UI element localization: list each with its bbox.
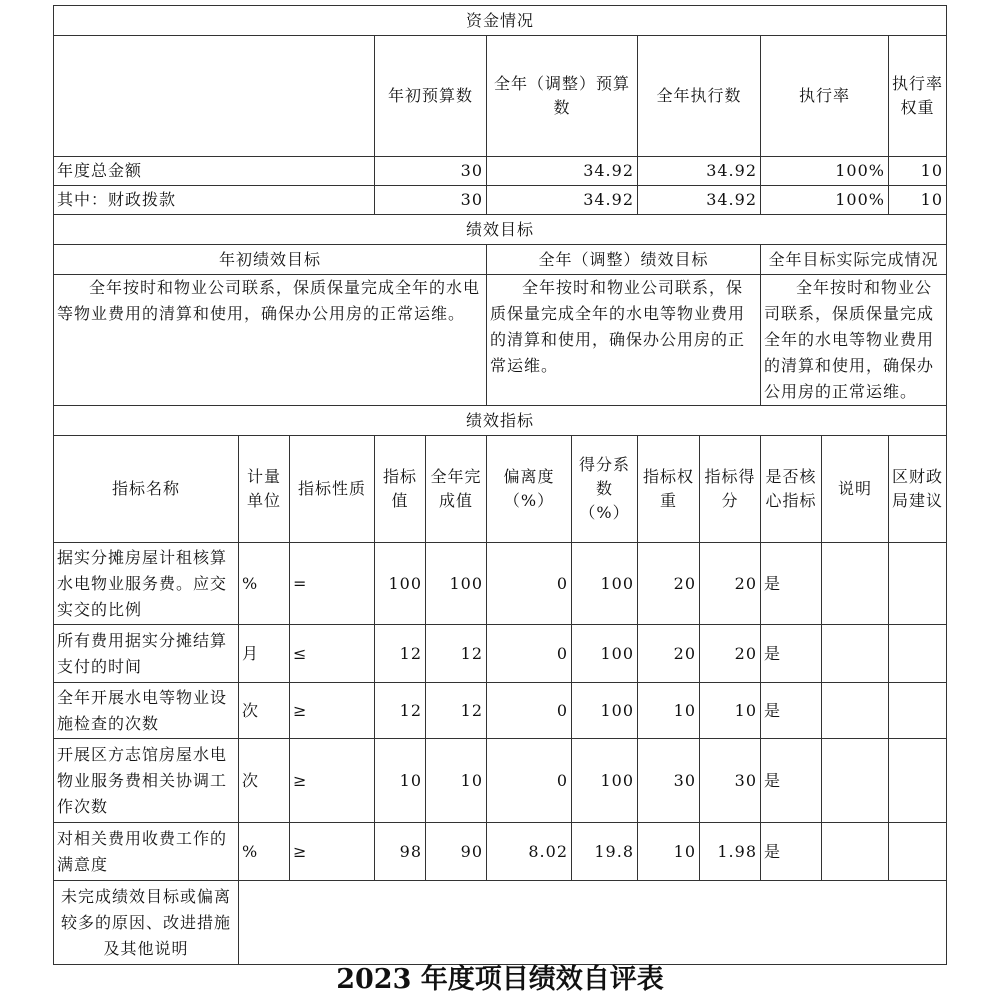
funds-cell: 10 xyxy=(889,186,947,215)
funds-header-blank xyxy=(54,36,375,157)
ind-header-actual: 全年完成值 xyxy=(426,436,487,543)
goals-text-adjusted: 全年按时和物业公司联系，保质保量完成全年的水电等物业费用的清算和使用，确保办公用房的正常运维。 xyxy=(487,275,761,406)
ind-target: 12 xyxy=(375,683,426,739)
page-title: 2023 年度项目绩效自评表 xyxy=(336,964,664,995)
goals-header-row xyxy=(54,245,947,275)
funds-header-row xyxy=(54,36,947,157)
ind-core: 是 xyxy=(761,739,822,823)
ind-nature: ≥ xyxy=(290,739,375,823)
ind-actual: 10 xyxy=(426,739,487,823)
ind-note xyxy=(822,823,889,881)
ind-target: 98 xyxy=(375,823,426,881)
ind-header-name: 指标名称 xyxy=(54,436,239,543)
ind-name: 全年开展水电等物业设施检查的次数 xyxy=(54,683,239,739)
ind-nature: ≤ xyxy=(290,625,375,683)
funds-header-initial-budget: 年初预算数 xyxy=(375,36,487,157)
goals-section-row xyxy=(54,215,947,245)
funds-cell: 10 xyxy=(889,157,947,186)
indicators-header-row xyxy=(54,436,947,543)
ind-weight: 10 xyxy=(638,683,700,739)
ind-name: 所有费用据实分摊结算支付的时间 xyxy=(54,625,239,683)
ind-unit: 月 xyxy=(239,625,290,683)
ind-target: 12 xyxy=(375,625,426,683)
ind-target: 10 xyxy=(375,739,426,823)
ind-weight: 10 xyxy=(638,823,700,881)
goals-header-actual: 全年目标实际完成情况 xyxy=(761,245,947,275)
funds-section-title: 资金情况 xyxy=(54,6,947,36)
ind-actual: 12 xyxy=(426,683,487,739)
footer-label: 未完成绩效目标或偏离较多的原因、改进措施及其他说明 xyxy=(54,881,239,965)
ind-header-note: 说明 xyxy=(822,436,889,543)
ind-weight: 20 xyxy=(638,625,700,683)
table-row xyxy=(54,739,947,823)
ind-deviation: 0 xyxy=(487,739,572,823)
ind-nature: ≥ xyxy=(290,683,375,739)
ind-header-coef: 得分系数（%） xyxy=(572,436,638,543)
footer-row xyxy=(54,881,947,965)
ind-note xyxy=(822,683,889,739)
funds-cell: 34.92 xyxy=(487,157,638,186)
ind-deviation: 0 xyxy=(487,543,572,625)
funds-header-executed: 全年执行数 xyxy=(638,36,761,157)
ind-header-score: 指标得分 xyxy=(700,436,761,543)
table-row xyxy=(54,683,947,739)
ind-deviation: 0 xyxy=(487,683,572,739)
ind-unit: 次 xyxy=(239,739,290,823)
ind-advice xyxy=(889,823,947,881)
goals-header-adjusted: 全年（调整）绩效目标 xyxy=(487,245,761,275)
ind-coef: 100 xyxy=(572,739,638,823)
table-row xyxy=(54,625,947,683)
ind-nature: ≥ xyxy=(290,823,375,881)
ind-deviation: 0 xyxy=(487,625,572,683)
goals-text-actual: 全年按时和物业公司联系，保质保量完成全年的水电等物业费用的清算和使用，确保办公用房的正常运维。 xyxy=(761,275,947,406)
ind-core: 是 xyxy=(761,625,822,683)
ind-score: 30 xyxy=(700,739,761,823)
funds-cell: 100% xyxy=(761,186,889,215)
performance-self-evaluation-table xyxy=(53,5,947,965)
ind-advice xyxy=(889,683,947,739)
funds-row-label: 年度总金额 xyxy=(54,157,375,186)
ind-coef: 100 xyxy=(572,683,638,739)
ind-header-advice: 区财政局建议 xyxy=(889,436,947,543)
ind-note xyxy=(822,739,889,823)
ind-weight: 20 xyxy=(638,543,700,625)
ind-coef: 19.8 xyxy=(572,823,638,881)
funds-cell: 30 xyxy=(375,186,487,215)
ind-advice xyxy=(889,739,947,823)
goals-section-title: 绩效目标 xyxy=(54,215,947,245)
goals-text-row xyxy=(54,275,947,406)
ind-header-deviation: 偏离度（%） xyxy=(487,436,572,543)
funds-row-total xyxy=(54,157,947,186)
goals-text-initial: 全年按时和物业公司联系，保质保量完成全年的水电等物业费用的清算和使用，确保办公用房的正常运维。 xyxy=(54,275,487,406)
ind-score: 1.98 xyxy=(700,823,761,881)
table-row xyxy=(54,543,947,625)
funds-cell: 30 xyxy=(375,157,487,186)
funds-header-execution-rate: 执行率 xyxy=(761,36,889,157)
funds-row-label: 其中：财政拨款 xyxy=(54,186,375,215)
ind-coef: 100 xyxy=(572,625,638,683)
ind-deviation: 8.02 xyxy=(487,823,572,881)
funds-cell: 34.92 xyxy=(487,186,638,215)
goals-header-initial: 年初绩效目标 xyxy=(54,245,487,275)
ind-unit: 次 xyxy=(239,683,290,739)
ind-header-weight: 指标权重 xyxy=(638,436,700,543)
ind-nature: = xyxy=(290,543,375,625)
ind-score: 10 xyxy=(700,683,761,739)
footer-value xyxy=(239,881,947,965)
ind-name: 对相关费用收费工作的满意度 xyxy=(54,823,239,881)
ind-score: 20 xyxy=(700,543,761,625)
ind-weight: 30 xyxy=(638,739,700,823)
ind-note xyxy=(822,625,889,683)
indicators-section-title: 绩效指标 xyxy=(54,406,947,436)
ind-header-nature: 指标性质 xyxy=(290,436,375,543)
ind-header-target: 指标值 xyxy=(375,436,426,543)
ind-coef: 100 xyxy=(572,543,638,625)
funds-header-rate-weight: 执行率权重 xyxy=(889,36,947,157)
ind-actual: 12 xyxy=(426,625,487,683)
ind-note xyxy=(822,543,889,625)
ind-header-core: 是否核心指标 xyxy=(761,436,822,543)
funds-cell: 34.92 xyxy=(638,157,761,186)
ind-header-unit: 计量单位 xyxy=(239,436,290,543)
ind-score: 20 xyxy=(700,625,761,683)
funds-header-adjusted-budget: 全年（调整）预算数 xyxy=(487,36,638,157)
ind-core: 是 xyxy=(761,683,822,739)
ind-name: 开展区方志馆房屋水电物业服务费相关协调工作次数 xyxy=(54,739,239,823)
ind-target: 100 xyxy=(375,543,426,625)
ind-actual: 100 xyxy=(426,543,487,625)
ind-name: 据实分摊房屋计租核算水电物业服务费。应交实交的比例 xyxy=(54,543,239,625)
ind-actual: 90 xyxy=(426,823,487,881)
table-row xyxy=(54,823,947,881)
ind-unit: % xyxy=(239,543,290,625)
funds-row-fiscal xyxy=(54,186,947,215)
ind-unit: % xyxy=(239,823,290,881)
indicators-section-row xyxy=(54,406,947,436)
ind-advice xyxy=(889,625,947,683)
funds-cell: 34.92 xyxy=(638,186,761,215)
ind-core: 是 xyxy=(761,823,822,881)
ind-advice xyxy=(889,543,947,625)
funds-section-row xyxy=(54,6,947,36)
ind-core: 是 xyxy=(761,543,822,625)
funds-cell: 100% xyxy=(761,157,889,186)
